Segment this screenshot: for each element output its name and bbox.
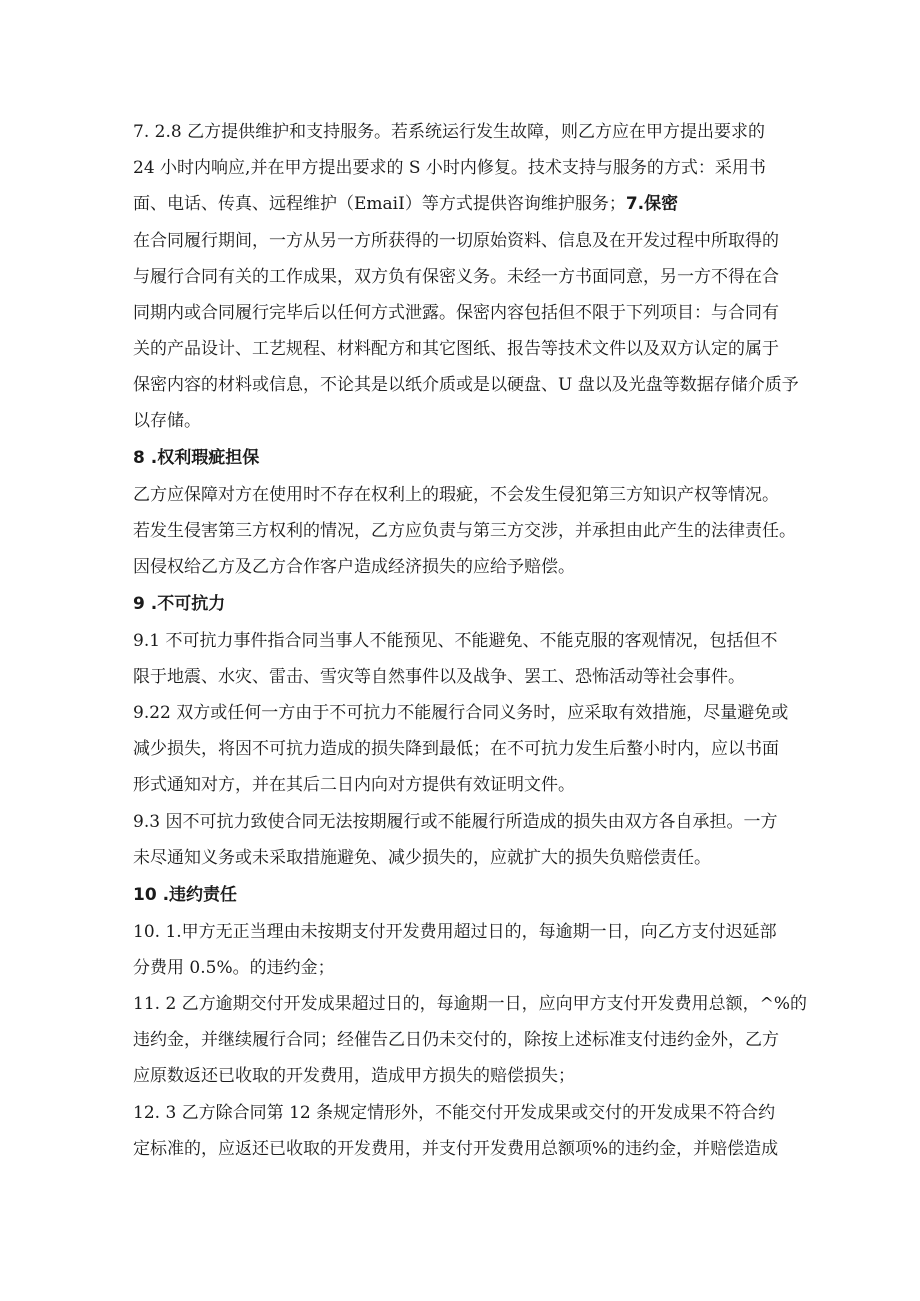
text-line: 9.1 不可抗力事件指合同当事人不能预见、不能避免、不能克服的客观情况，包括但不 xyxy=(133,631,778,651)
text-line: 与履行合同有关的工作成果，双方负有保密义务。未经一方书面同意，另一方不得在合 xyxy=(133,267,779,287)
text-line: 24 小时内响应,并在甲方提出要求的 S 小时内修复。技术支持与服务的方式：采用书 xyxy=(133,158,766,178)
text-line xyxy=(133,193,678,215)
text-line: 若发生侵害第三方权利的情况，乙方应负责与第三方交涉，并承担由此产生的法律责任。 xyxy=(133,521,796,541)
section-heading-liability: 10 .违约责任 xyxy=(133,885,238,905)
text-line: 因侵权给乙方及乙方合作客户造成经济损失的应给予赔偿。 xyxy=(133,557,575,577)
text-line: 应原数返还已收取的开发费用，造成甲方损失的赔偿损失； xyxy=(133,1066,575,1086)
section-heading-force-majeure: 9 .不可抗力 xyxy=(133,594,226,614)
text-line: 11. 2 乙方逾期交付开发成果超过日的，每逾期一日，应向甲方支付开发费用总额，^%的 xyxy=(133,994,808,1014)
text-line: 保密内容的材料或信息，不论其是以纸介质或是以硬盘、U 盘以及光盘等数据存储介质予 xyxy=(133,375,799,395)
text-line: 减少损失，将因不可抗力造成的损失降到最低；在不可抗力发生后螯小时内，应以书面 xyxy=(133,739,779,759)
text-fragment: 面、电话、传真、远程维护（EmaiI）等方式提供咨询维护服务； xyxy=(133,194,626,214)
text-line: 限于地震、水灾、雷击、雪灾等自然事件以及战争、罢工、恐怖活动等社会事件。 xyxy=(133,667,745,687)
text-line: 定标准的，应返还已收取的开发费用，并支付开发费用总额项%的违约金，并赔偿造成 xyxy=(133,1139,779,1159)
text-line: 未尽通知义务或未采取措施避免、减少损失的，应就扩大的损失负赔偿责任。 xyxy=(133,848,711,868)
text-line: 12. 3 乙方除合同第 12 条规定情形外，不能交付开发成果或交付的开发成果不符合约 xyxy=(133,1103,776,1123)
text-line: 在合同履行期间，一方从另一方所获得的一切原始资料、信息及在开发过程中所取得的 xyxy=(133,231,779,251)
text-line: 形式通知对方，并在其后二日内向对方提供有效证明文件。 xyxy=(133,775,575,795)
text-line: 9.22 双方或任何一方由于不可抗力不能履行合同义务时，应采取有效措施，尽量避免或 xyxy=(133,703,789,723)
text-line: 以存储。 xyxy=(133,411,201,431)
text-line: 9.3 因不可抗力致使合同无法按期履行或不能履行所造成的损失由双方各自承担。一方 xyxy=(133,812,778,832)
text-line: 乙方应保障对方在使用时不存在权利上的瑕疵，不会发生侵犯第三方知识产权等情况。 xyxy=(133,485,779,505)
text-line: 关的产品设计、工艺规程、材料配方和其它图纸、报告等技术文件以及双方认定的属于 xyxy=(133,339,779,359)
text-line: 7. 2.8 乙方提供维护和支持服务。若系统运行发生故障，则乙方应在甲方提出要求的 xyxy=(133,122,766,142)
section-heading-title-warranty: 8 .权利瑕疵担保 xyxy=(133,448,260,468)
text-line: 同期内或合同履行完毕后以任何方式泄露。保密内容包括但不限于下列项目：与合同有 xyxy=(133,303,779,323)
text-line: 违约金，并继续履行合同；经催告乙日仍未交付的，除按上述标准支付违约金外，乙方 xyxy=(133,1030,779,1050)
text-line: 10. 1.甲方无正当理由未按期支付开发费用超过日的，每逾期一日，向乙方支付迟延部 xyxy=(133,922,777,942)
section-heading-confidentiality: 7.保密 xyxy=(625,194,679,214)
text-line: 分费用 0.5%。的违约金； xyxy=(133,958,335,978)
